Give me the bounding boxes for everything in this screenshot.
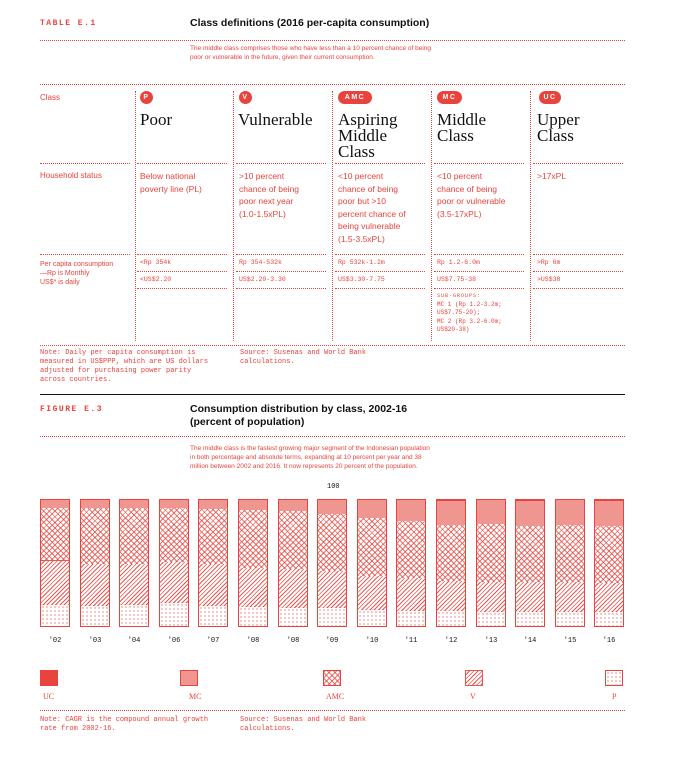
legend-swatch-uc xyxy=(40,670,58,686)
x-tick-label: '15 xyxy=(563,637,577,645)
bar-12 xyxy=(515,499,545,627)
bar-segment-v xyxy=(595,582,623,612)
class-name-vulnerable: Vulnerable xyxy=(238,110,313,129)
x-tick-label: '04 xyxy=(127,637,141,645)
class-name-uc: Upper Class xyxy=(537,110,580,145)
bar-1 xyxy=(80,499,110,627)
bar-segment-mc xyxy=(595,500,623,526)
bar-4 xyxy=(198,499,228,627)
bar-segment-p xyxy=(279,607,307,626)
status-uc: >17xPL xyxy=(537,171,567,181)
row-label-class: Class xyxy=(40,93,61,102)
table-source: Source: Susenas and World Bank calculations. xyxy=(240,349,367,366)
badge-p: P xyxy=(140,91,153,104)
figure-intro: The middle class is the fastest growing major segment of the Indonesian population in both percentage and absolute terms, expanding at 10 percent per year and 38 million between 2002 and 2016. It now represents 20 percent of the population. xyxy=(190,445,430,470)
bar-segment-v xyxy=(120,563,148,604)
bar-5 xyxy=(238,499,268,627)
table-note: Note: Daily per capita consumption is measured in US$PPP, which are US dollars adjusted for purchasing power parity across countries. xyxy=(40,349,209,384)
bar-14 xyxy=(594,499,624,627)
bar-2 xyxy=(119,499,149,627)
bar-segment-v xyxy=(397,577,425,611)
legend-label-p: P xyxy=(612,692,617,701)
bar-segment-mc xyxy=(556,499,584,525)
bar-segment-v xyxy=(279,568,307,608)
rp-mc: Rp 1.2-6.0m xyxy=(437,259,480,266)
bar-segment-p xyxy=(437,610,465,626)
bar-segment-mc xyxy=(81,499,109,508)
bar-segment-v xyxy=(81,563,109,606)
table-title: Class definitions (2016 per-capita consumption) xyxy=(190,17,430,29)
bar-segment-mc xyxy=(516,500,544,526)
figure-title: Consumption distribution by class, 2002-16 (percent of population) xyxy=(190,403,408,428)
bar-segment-mc xyxy=(318,499,346,514)
badge-mc: MC xyxy=(437,91,462,104)
bar-segment-mc xyxy=(279,499,307,511)
bar-0 xyxy=(40,499,70,627)
bar-segment-mc xyxy=(477,499,505,524)
bar-segment-p xyxy=(41,604,69,626)
legend-label-mc: MC xyxy=(189,692,202,701)
bar-segment-amc xyxy=(556,524,584,582)
status-poor: Below national poverty line (PL) xyxy=(140,171,202,194)
bar-segment-amc xyxy=(437,524,465,580)
bar-8 xyxy=(357,499,387,627)
bar-segment-v xyxy=(160,561,188,604)
figure-source: Source: Susenas and World Bank calculations. xyxy=(240,716,367,733)
usd-vulnerable: US$2.20-3.30 xyxy=(239,276,286,283)
bar-segment-p xyxy=(556,611,584,626)
x-tick-label: '07 xyxy=(206,637,220,645)
x-tick-label: '02 xyxy=(48,637,62,645)
bar-segment-amc xyxy=(318,513,346,571)
rp-vulnerable: Rp 354-532k xyxy=(239,259,282,266)
x-tick-label: '09 xyxy=(325,637,339,645)
bar-segment-v xyxy=(516,581,544,612)
bar-segment-v xyxy=(239,567,267,607)
bar-segment-p xyxy=(239,606,267,626)
bar-10 xyxy=(436,499,466,627)
usd-poor: <US$2.20 xyxy=(140,276,172,283)
bar-segment-amc xyxy=(199,508,227,564)
legend-swatch-p xyxy=(605,670,623,686)
bar-segment-v xyxy=(477,581,505,612)
legend-swatch-v xyxy=(465,670,483,686)
bar-segment-amc xyxy=(516,525,544,581)
status-vulnerable: >10 percent chance of being poor next year (1.0-1.5xPL) xyxy=(239,171,300,219)
legend-label-uc: UC xyxy=(43,692,55,701)
bar-segment-mc xyxy=(239,499,267,510)
bar-6 xyxy=(278,499,308,627)
rp-poor: <Rp 354k xyxy=(140,259,172,266)
bar-segment-amc xyxy=(595,525,623,583)
bar-segment-amc xyxy=(160,507,188,562)
bar-segment-v xyxy=(556,581,584,612)
bar-segment-v xyxy=(437,580,465,611)
bar-segment-v xyxy=(318,570,346,609)
bar-segment-amc xyxy=(477,523,505,582)
bar-segment-p xyxy=(160,602,188,626)
status-amc: <10 percent chance of being poor but >10 percent chance of being vulnerable (1.5-3.5xPL) xyxy=(338,171,406,244)
class-name-mc: Middle Class xyxy=(437,110,487,145)
bar-segment-mc xyxy=(358,499,386,518)
bar-segment-amc xyxy=(41,507,69,561)
bar-segment-mc xyxy=(41,499,69,508)
status-mc: <10 percent chance of being poor or vulnerable (3.5-17xPL) xyxy=(437,171,506,219)
x-tick-label: '13 xyxy=(484,637,498,645)
legend-swatch-amc xyxy=(323,670,341,686)
badge-v: V xyxy=(239,91,252,104)
x-tick-label: '03 xyxy=(88,637,102,645)
usd-amc: US$3.30-7.75 xyxy=(338,276,385,283)
bar-segment-uc xyxy=(595,499,623,501)
x-tick-label: '10 xyxy=(365,637,379,645)
bar-segment-mc xyxy=(160,499,188,508)
bar-segment-mc xyxy=(120,499,148,508)
x-tick-label: '08 xyxy=(246,637,260,645)
row-label-household: Household status xyxy=(40,171,102,180)
usd-uc: >US$38 xyxy=(537,276,561,283)
x-tick-label: '08 xyxy=(286,637,300,645)
badge-amc: AMC xyxy=(338,91,372,104)
badge-uc: UC xyxy=(539,91,561,104)
bar-9 xyxy=(396,499,426,627)
rp-amc: Rp 532k-1.2m xyxy=(338,259,385,266)
bar-segment-p xyxy=(595,611,623,626)
x-tick-label: '16 xyxy=(602,637,616,645)
figure-id: FIGURE E.3 xyxy=(40,405,104,414)
bar-segment-mc xyxy=(397,499,425,521)
bar-segment-amc xyxy=(239,509,267,568)
bar-segment-amc xyxy=(81,507,109,565)
x-tick-label: '12 xyxy=(444,637,458,645)
bar-segment-amc xyxy=(358,517,386,576)
bar-segment-v xyxy=(41,560,69,605)
mc-subgroups: SUB-GROUPS: MC 1 (Rp 1.2-3.2m; US$7.75-20); MC 2 (Rp 3.2-6.0m; US$20-38) xyxy=(437,293,502,333)
bar-segment-p xyxy=(199,605,227,626)
bar-segment-amc xyxy=(279,510,307,569)
legend-label-amc: AMC xyxy=(326,692,345,701)
bar-segment-p xyxy=(397,610,425,626)
bar-segment-uc xyxy=(516,499,544,501)
figure-note: Note: CAGR is the compound annual growth rate from 2002-16. xyxy=(40,716,209,733)
bar-segment-mc xyxy=(437,500,465,525)
legend-swatch-mc xyxy=(180,670,198,686)
x-tick-label: '06 xyxy=(167,637,181,645)
table-intro: The middle class comprises those who have less than a 10 percent chance of being poor or vulnerable in the future, given their current consumption. xyxy=(190,45,431,61)
bar-segment-p xyxy=(516,611,544,626)
legend-label-v: V xyxy=(470,692,476,701)
x-tick-label: '14 xyxy=(523,637,537,645)
x-tick-label: '11 xyxy=(404,637,418,645)
bar-segment-p xyxy=(477,611,505,626)
usd-mc: US$7.75-38 xyxy=(437,276,477,283)
bar-segment-amc xyxy=(397,520,425,578)
bar-segment-mc xyxy=(199,499,227,509)
bar-segment-p xyxy=(318,607,346,626)
bar-13 xyxy=(555,499,585,627)
row-label-consumption: Per capita consumption —Rp is Monthly US$* is daily xyxy=(40,261,114,286)
bar-segment-p xyxy=(358,609,386,626)
bar-segment-amc xyxy=(120,507,148,565)
bar-segment-uc xyxy=(437,499,465,501)
bar-11 xyxy=(476,499,506,627)
rp-uc: >Rp 6m xyxy=(537,259,561,266)
bar-segment-v xyxy=(358,575,386,610)
class-name-amc: Aspiring Middle Class xyxy=(338,110,398,161)
axis-top-label: 100 xyxy=(327,483,340,491)
bar-3 xyxy=(159,499,189,627)
bar-segment-p xyxy=(81,605,109,626)
bar-7 xyxy=(317,499,347,627)
class-name-poor: Poor xyxy=(140,110,173,129)
table-id: TABLE E.1 xyxy=(40,19,97,28)
bar-segment-v xyxy=(199,563,227,606)
bar-segment-p xyxy=(120,604,148,626)
